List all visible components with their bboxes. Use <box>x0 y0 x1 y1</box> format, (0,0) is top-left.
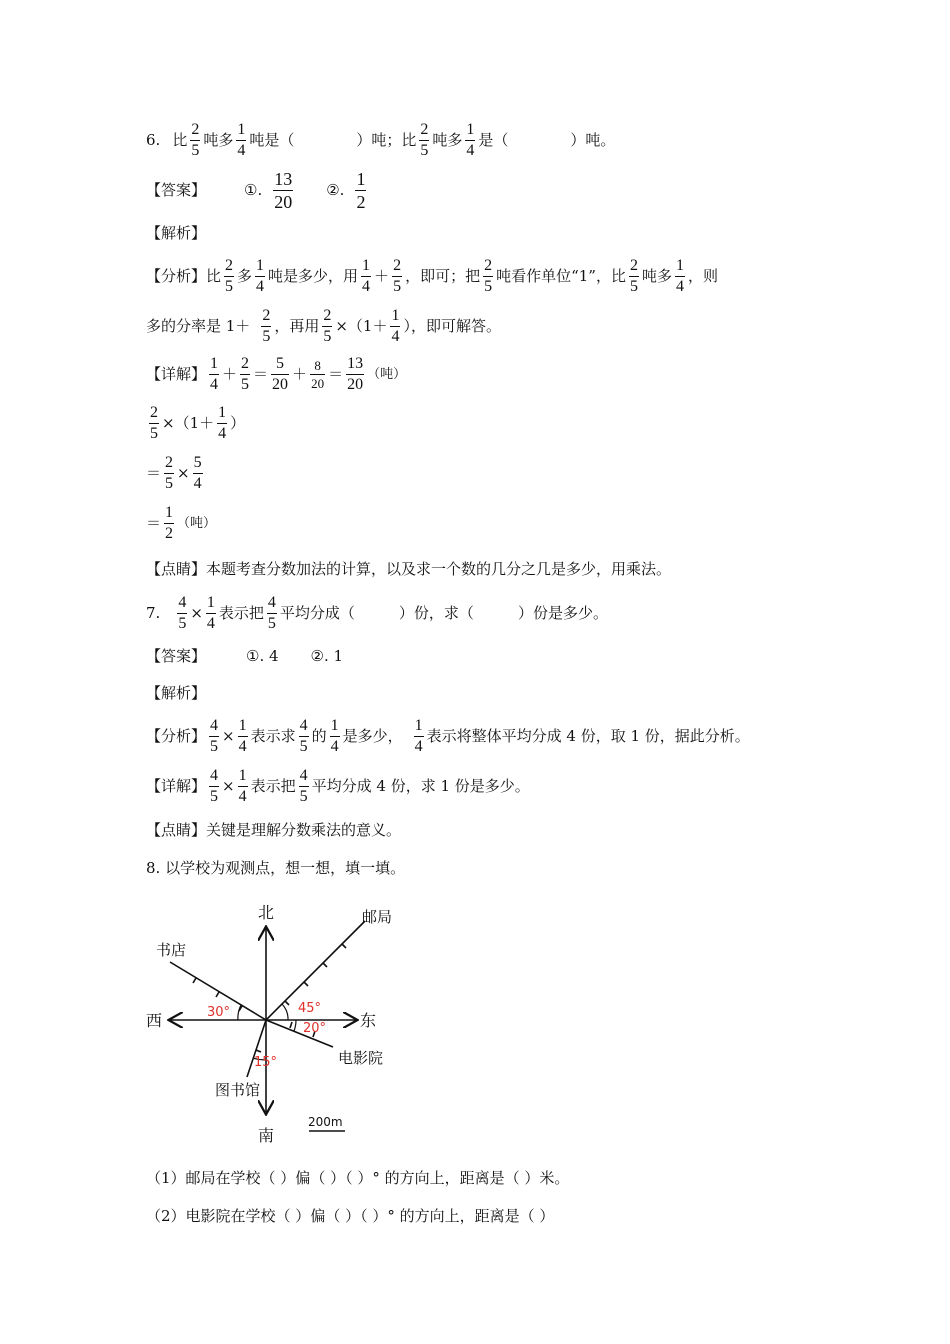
q6-detail: 【详解】 $\frac{1}{4}$ ＋ $\frac{2}{5}$ ＝ $\frac{5}{20}$ ＋ $\frac{8}{20}$ ＝ $\frac{13}{20}$ （吨） <box>146 355 407 393</box>
fraction: $\frac{1}{4}$ <box>466 121 475 159</box>
q6-answer <box>146 170 369 211</box>
north-label: 北 <box>258 903 275 922</box>
east-label: 东 <box>360 1011 377 1030</box>
q6-step2: ＝ $\frac{2}{5}$ × $\frac{5}{4}$ <box>146 454 202 492</box>
arc-20 <box>294 1020 296 1031</box>
q6-text: ）吨；比 <box>356 131 417 149</box>
q6-question <box>146 122 615 159</box>
west-label: 西 <box>146 1011 163 1030</box>
library-label: 图书馆 <box>215 1081 261 1099</box>
q6-text: 吨多 <box>432 131 463 149</box>
fraction: $\frac{2}{5}$ <box>420 121 429 159</box>
q7-question: 7. $\frac{4}{5}$ × $\frac{1}{4}$ 表示把 $\frac{4}{5}$ 平均分成（ ）份，求（ ）份是多少。 <box>146 594 608 632</box>
south-label: 南 <box>258 1126 275 1145</box>
q7-jiexi: 【解析】 <box>146 684 207 702</box>
answer-2-label: ②. <box>326 181 345 199</box>
q6-text: 是（ <box>478 131 509 149</box>
post-office-ticks <box>285 944 346 1005</box>
q6-dianjing: 【点睛】本题考查分数加法的计算，以及求一个数的几分之几是多少，用乘法。 <box>146 560 672 578</box>
answer-2-fraction: $\frac{1}{2}$ <box>356 169 366 212</box>
q6-jiexi: 【解析】 <box>146 224 207 242</box>
q6-text: ）吨。 <box>570 131 616 149</box>
q6-analysis-line1: 【分析】比 $\frac{2}{5}$ 多 $\frac{1}{4}$ 吨是多少，用 $\frac{1}{4}$ ＋ $\frac{2}{5}$ ，即可；把 $\frac{2}{5}$ 吨看作单位“1”，比 $\frac{2}{5}$ 吨多 $\frac{1}{4}$ ，则 <box>146 257 718 295</box>
scale-label: 200m <box>308 1115 343 1129</box>
q7-answer: 【答案】 ①. 4 ②. 1 <box>146 647 344 665</box>
bookstore-label: 书店 <box>156 941 187 959</box>
q6-analysis-line2: 多的分率是 1＋ $\frac{2}{5}$ ，再用 $\frac{2}{5}$ ×（1＋ $\frac{1}{4}$ ），即可解答。 <box>146 307 501 345</box>
q6-text: 比 <box>172 131 188 149</box>
q6-step3: ＝ $\frac{1}{2}$ （吨） <box>146 504 217 542</box>
library-ticks <box>256 1050 261 1052</box>
answer-1-label: ①. <box>244 181 263 199</box>
q8-sub1: （1）邮局在学校（ ）偏（ ）（ ）° 的方向上，距离是（ ）米。 <box>146 1169 570 1187</box>
arc-45 <box>282 1004 288 1020</box>
q7-dianjing: 【点睛】关键是理解分数乘法的意义。 <box>146 821 402 839</box>
answer-label: 【答案】 <box>146 181 207 199</box>
q7-detail: 【详解】 $\frac{4}{5}$ × $\frac{1}{4}$ 表示把 $\frac{4}{5}$ 平均分成 4 份，求 1 份是多少。 <box>146 767 530 805</box>
angle-45-label: 45° <box>298 1001 322 1016</box>
q6-step1: $\frac{2}{5}$ ×（1＋ $\frac{1}{4}$ ） <box>150 404 246 442</box>
q6-number: 6. <box>146 131 161 149</box>
angle-20-label: 20° <box>303 1021 327 1036</box>
q8-sub2: （2）电影院在学校（ ）偏（ ）（ ）° 的方向上，距离是（ ） <box>146 1207 555 1225</box>
q8-title: 8. 以学校为观测点，想一想，填一填。 <box>146 859 406 877</box>
q6-text: 吨多 <box>203 131 234 149</box>
arc-30 <box>238 1005 241 1020</box>
q6-text: 吨是（ <box>249 131 295 149</box>
angle-30-label: 30° <box>207 1005 231 1020</box>
fraction: $\frac{1}{4}$ <box>237 121 246 159</box>
angle-15-label: 15° <box>254 1055 278 1070</box>
post-office-label: 邮局 <box>362 908 393 926</box>
fraction: $\frac{2}{5}$ <box>191 121 200 159</box>
q7-analysis: 【分析】 $\frac{4}{5}$ × $\frac{1}{4}$ 表示求 $\frac{4}{5}$ 的 $\frac{1}{4}$ 是多少， $\frac{1}{4}$ 表示将整体平均分成 4 份，取 1 份，据此分析。 <box>146 717 750 755</box>
direction-map <box>140 895 420 1155</box>
answer-1-fraction: $\frac{13}{20}$ <box>274 169 293 212</box>
cinema-label: 电影院 <box>338 1049 384 1067</box>
